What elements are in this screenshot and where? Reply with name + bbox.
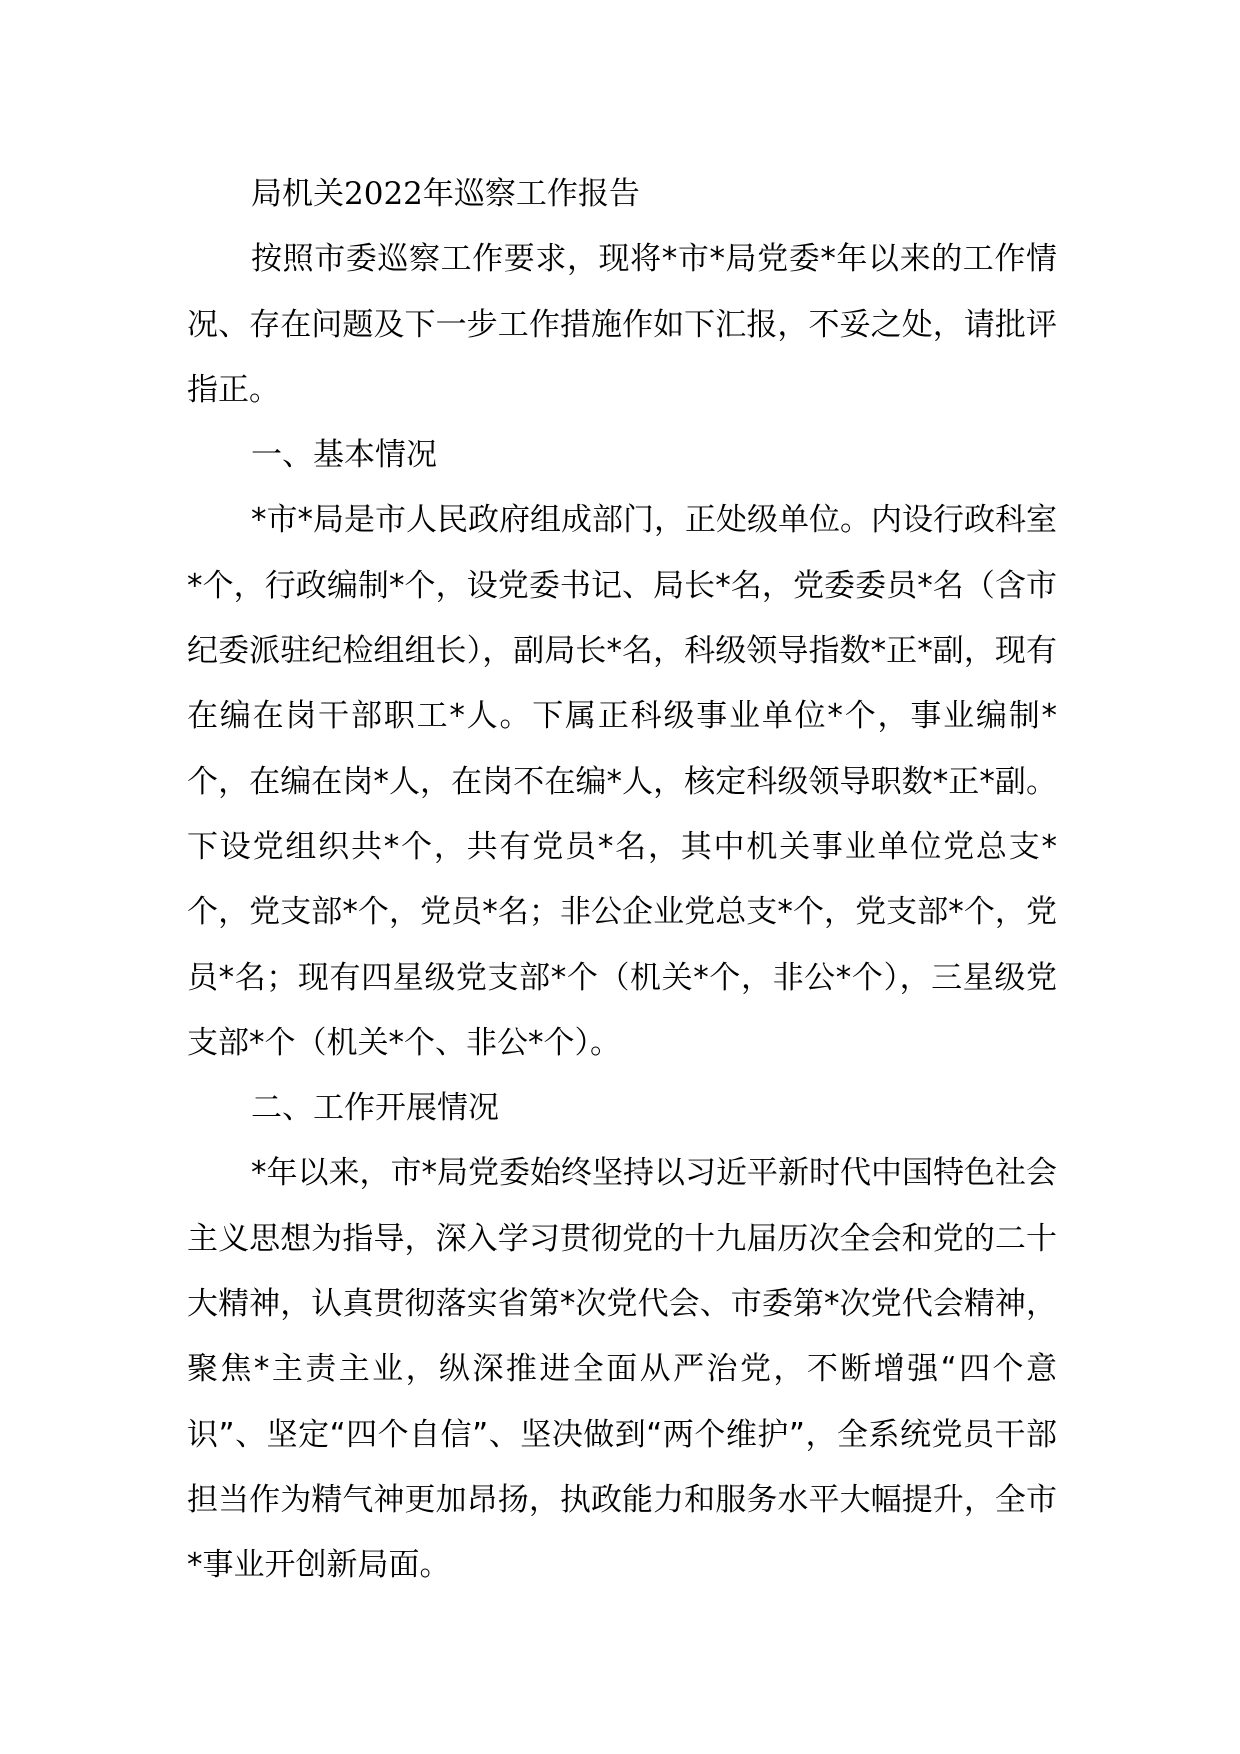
intro-paragraph: 按照市委巡察工作要求，现将*市*局党委*年以来的工作情况、存在问题及下一步工作措施作如下汇报，不妥之处，请批评指正。 [187,241,1057,408]
work-progress-paragraph: *年以来，市*局党委始终坚持以习近平新时代中国特色社会主义思想为指导，深入学习贯彻党的十九届历次全会和党的二十大精神，认真贯彻落实省第*次党代会、市委第*次党代会精神，聚焦*主责主业，纵深推进全面从严治党，不断增强“四个意识”、坚定“四个自信”、坚决做到“两个维护”，全系统党员干部担当作为精气神更加昂扬，执政能力和服务水平大幅提升，全市*事业开创新局面。 [187,1155,1057,1584]
section-heading-basic-situation: 一、基本情况 [251,437,437,474]
document-title: 局机关2022年巡察工作报告 [251,176,640,212]
document-body [187,162,1057,1599]
section-heading-work-progress: 二、工作开展情况 [251,1090,499,1127]
basic-situation-paragraph: *市*局是市人民政府组成部门，正处级单位。内设行政科室*个，行政编制*个，设党委书记、局长*名，党委委员*名（含市纪委派驻纪检组组长），副局长*名，科级领导指数*正*副，现有在编在岗干部职工*人。下属正科级事业单位*个，事业编制*个，在编在岗*人，在岗不在编*人，核定科级领导职数*正*副。下设党组织共*个，共有党员*名，其中机关事业单位党总支*个，党支部*个，党员*名；非公企业党总支*个，党支部*个，党员*名；现有四星级党支部*个（机关*个，非公*个），三星级党支部*个（机关*个、非公*个）。 [187,502,1057,1061]
